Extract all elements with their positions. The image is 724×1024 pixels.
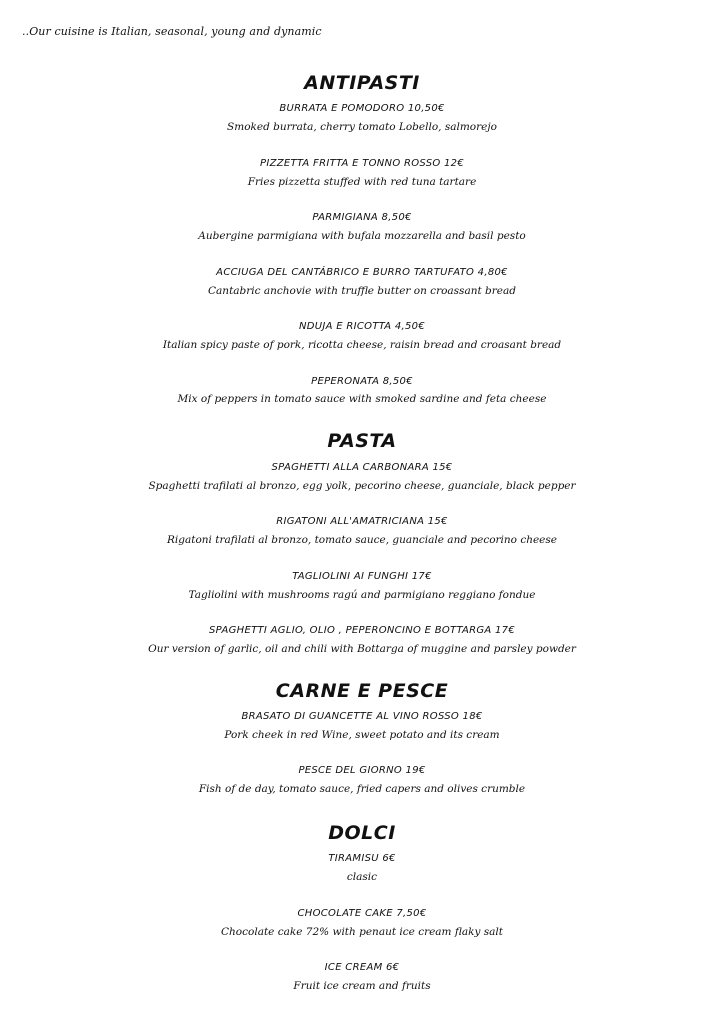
menu-item-name: TIRAMISU 6€ xyxy=(328,853,396,864)
menu-item-description: Fruit ice cream and fruits xyxy=(293,980,431,992)
menu-item-description: Rigatoni trafilati al bronzo, tomato sauce, guanciale and pecorino cheese xyxy=(166,534,557,546)
menu-item-description: Spaghetti trafilati al bronzo, egg yolk, pecorino cheese, guanciale, black pepper xyxy=(148,480,576,492)
menu-item-description: Mix of peppers in tomato sauce with smoked sardine and feta cheese xyxy=(177,393,547,405)
menu-item-description: Fish of de day, tomato sauce, fried capers and olives crumble xyxy=(198,783,526,795)
menu-item-description: Italian spicy paste of pork, ricotta cheese, raisin bread and croasant bread xyxy=(162,339,562,351)
menu-item-name: NDUJA E RICOTTA 4,50€ xyxy=(299,321,425,332)
menu-item-description: Our version of garlic, oil and chili with Bottarga of muggine and parsley powder xyxy=(148,643,576,655)
section-title-antipasti: ANTIPASTI xyxy=(304,72,420,94)
menu-item-description: Fries pizzetta stuffed with red tuna tartare xyxy=(247,176,477,188)
menu-item-description: Pork cheek in red Wine, sweet potato and its cream xyxy=(224,729,500,741)
menu-item-name: RIGATONI ALL'AMATRICIANA 15€ xyxy=(276,516,448,527)
menu-item-name: ACCIUGA DEL CANTÁBRICO E BURRO TARTUFATO 4,80€ xyxy=(216,267,508,278)
menu-item-description: clasic xyxy=(346,871,378,883)
menu-item-name: ICE CREAM 6€ xyxy=(324,962,400,973)
menu-item-name: PESCE DEL GIORNO 19€ xyxy=(298,765,426,776)
menu-item-name: PARMIGIANA 8,50€ xyxy=(312,212,412,223)
section-title-dolci: DOLCI xyxy=(328,822,396,844)
menu-item-name: PIZZETTA FRITTA E TONNO ROSSO 12€ xyxy=(260,158,464,169)
menu-item-name: BRASATO DI GUANCETTE AL VINO ROSSO 18€ xyxy=(241,711,483,722)
menu-item-description: Cantabric anchovie with truffle butter on croassant bread xyxy=(208,285,516,297)
menu-item-description: Chocolate cake 72% with penaut ice cream flaky salt xyxy=(221,926,503,938)
section-title-pasta: PASTA xyxy=(327,430,397,452)
section-title-carne-e-pesce: CARNE E PESCE xyxy=(275,680,449,702)
menu-item-name: TAGLIOLINI AI FUNGHI 17€ xyxy=(292,571,432,582)
menu-item-name: PEPERONATA 8,50€ xyxy=(311,376,413,387)
menu-item-name: SPAGHETTI ALLA CARBONARA 15€ xyxy=(271,462,453,473)
menu-item-description: Aubergine parmigiana with bufala mozzarella and basil pesto xyxy=(198,230,526,242)
menu-item-description: Tagliolini with mushrooms ragú and parmigiano reggiano fondue xyxy=(188,589,536,601)
tagline: ..Our cuisine is Italian, seasonal, young and dynamic xyxy=(22,25,322,38)
menu-item-description: Smoked burrata, cherry tomato Lobello, salmorejo xyxy=(227,121,497,133)
menu-item-name: CHOCOLATE CAKE 7,50€ xyxy=(297,908,427,919)
menu-item-name: BURRATA E POMODORO 10,50€ xyxy=(279,103,445,114)
menu-item-name: SPAGHETTI AGLIO, OLIO , PEPERONCINO E BOTTARGA 17€ xyxy=(208,625,515,636)
